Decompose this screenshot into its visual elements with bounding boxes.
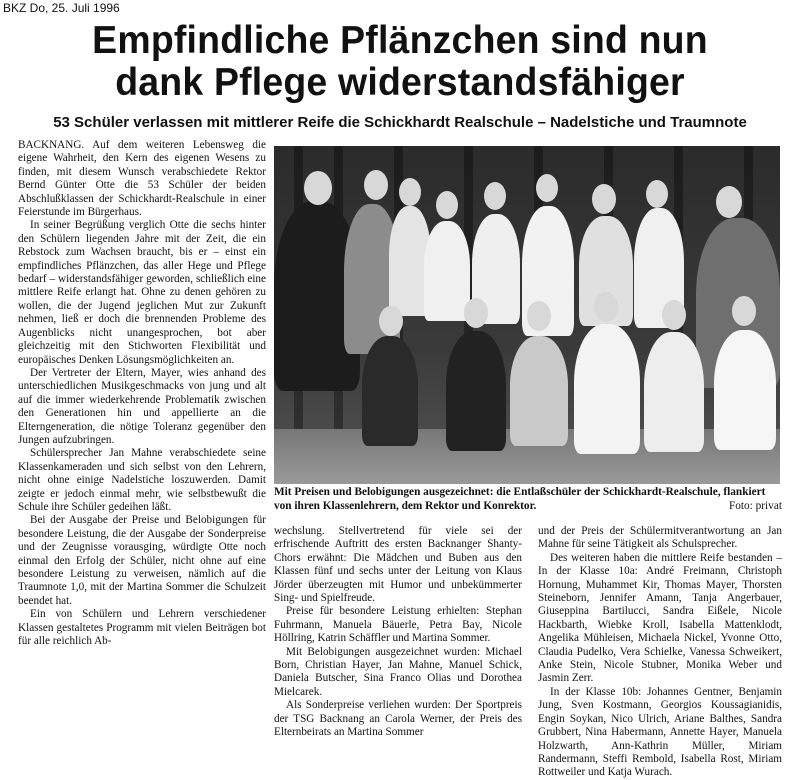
- person-head: [594, 292, 618, 322]
- headline: [16, 20, 784, 104]
- person-head: [436, 191, 458, 219]
- person-head: [379, 306, 403, 336]
- article-column-1: [18, 139, 266, 648]
- student-figure: [574, 324, 640, 454]
- person-head: [732, 296, 756, 326]
- column1-paragraph: Schülersprecher Jan Mahne verabschiedete seine Klassenkameraden und sich selbst von den Lehrern, nicht ohne einige Nadelstiche loszuwerden. Damit zeigte er jedoch einmal mehr, wie selbstbewußt die Schule ihre Schüler gedeihen läßt.: [18, 447, 266, 513]
- article-column-2: [274, 525, 522, 740]
- person-head: [536, 174, 558, 202]
- column1-paragraph: Der Vertreter der Eltern, Mayer, wies anhand des unterschiedlichen Musikgeschmacks von jung und alt auf die immer wiederkehrende Problematik zwischen den Generationen hin und appellierte an die Elterngeneration, die nötige Toleranz gegenüber den Jungen aufzubringen.: [18, 366, 266, 446]
- student-figure: [424, 221, 470, 321]
- column3-paragraph: In der Klasse 10b: Johannes Gentner, Benjamin Jung, Sven Kostmann, Georgios Koussagianidis, Engin Soykan, Nico Ulrich, Ariane Balthes, Sandra Grubbert, Nina Habermann, Annette Hayer, Manuela Holzwarth, Ann-Kathrin Müller, Miriam Randermann, Steffi Rembold, Isabella Rost, Miriam Rottweiler und Katja Wurach.: [538, 685, 782, 779]
- person-head: [484, 182, 506, 210]
- headline-line-1: Empfindliche Pflänzchen sind nun: [92, 19, 708, 62]
- person-head: [646, 180, 668, 208]
- column1-paragraph: In seiner Begrüßung verglich Otte die sechs hinter den Schülern liegenden Jahre mit der Zeit, die ein Rebstock zum Wachsen braucht, bis er – einst ein empfindliches Pflänzchen, das aller Hege und Pflege bedarf – widerstandsfähiger geworden, schließlich eine mittlere Reife erlangt hat. Ohne zu denen gehören zu wollen, die der Jugend jeglichen Mut zur Zukunft nehmen, ließ er doch die brennenden Probleme des Augenblicks nicht unangesprochen, bot aber gleichzeitig mit den Stichworten Flexibilität und europäisches Denken Lösungsmöglichkeiten an.: [18, 219, 266, 366]
- person-head: [364, 170, 388, 200]
- person-head: [662, 300, 686, 330]
- person-head: [527, 301, 551, 331]
- column1-paragraph: Bei der Ausgabe der Preise und Belobigungen für besondere Leistung, die der Ausgabe der Sonderpreise und der Zeugnisse vorausging, würdigte Otte noch einmal den Erfolg der Schüler, nicht ohne auf eine besondere Leistung zu verweisen, nämlich auf die Traumnote 1,0, mit der Martina Sommer die Schulzeit beendet hat.: [18, 514, 266, 607]
- column1-paragraph: BACKNANG. Auf dem weiteren Lebensweg die eigene Wahrheit, den Kern des eigenen Wesens zu finden, mit diesem Wunsch verabschiedete Rektor Bernd Günter Otte die 53 Schüler der beiden Abschlußklassen der Schickhardt-Realschule in einer Feierstunde im Bürgerhaus.: [18, 139, 266, 219]
- person-head: [464, 298, 488, 328]
- student-figure: [714, 330, 776, 450]
- student-figure: [510, 336, 568, 446]
- person-head: [399, 178, 421, 206]
- student-figure: [362, 336, 418, 446]
- column2-paragraph: Als Sonderpreise verliehen wurden: Der Sportpreis der TSG Backnang an Carola Werner, der Preis des Elternbeirats an Martina Sommer: [274, 699, 522, 739]
- column3-paragraph: Des weiteren haben die mittlere Reife bestanden – In der Klasse 10a: André Freimann, Christoph Hornung, Muhammet Kir, Thomas Mayer, Thorsten Steineborn, Jennifer Amann, Tanja Angerbauer, Giuseppina Bartilucci, Sandra Eißele, Nicole Hackbarth, Wiebke Kroll, Isabella Mattenklodt, Angelika Mühleisen, Michaela Nickel, Yvonne Otto, Claudia Pudelko, Vera Schielke, Vanessa Schweikert, Anke Stein, Nicole Stubner, Monika Weber und Jasmin Zerr.: [538, 551, 782, 685]
- source-line: BKZ Do, 25. Juli 1996: [3, 1, 120, 15]
- student-figure: [446, 331, 506, 451]
- person-head: [304, 171, 332, 205]
- column1-paragraph: Ein von Schülern und Lehrern verschiedener Klassen gestaltetes Programm mit vielen Beiträgen bot für alle reichlich Ab-: [18, 608, 266, 648]
- person-head: [716, 186, 742, 218]
- photo-credit: Foto: privat: [728, 500, 782, 512]
- student-figure: [644, 332, 704, 452]
- column2-paragraph: Mit Belobigungen ausgezeichnet wurden: Michael Born, Christian Hayer, Jan Mahne, Manuel Schick, Daniela Butscher, Sina Franco Olias und Dorothea Mielcarek.: [274, 645, 522, 698]
- column2-paragraph: Preise für besondere Leistung erhielten: Stephan Fuhrmann, Manuela Bäuerle, Petra Bay, Nicole Höllring, Katrin Schäffler und Martina Sommer.: [274, 605, 522, 645]
- subheadline: 53 Schüler verlassen mit mittlerer Reife die Schickhardt Realschule – Nadelstiche und Traumnote: [53, 114, 747, 131]
- column3-paragraph: und der Preis der Schülermitverantwortung an Jan Mahne für seine Tätigkeit als Schulsprecher.: [538, 525, 782, 551]
- photo-caption: Mit Preisen und Belobigungen ausgezeichnet: die Entlaßschüler der Schickhardt-Realschule, flankiert von ihren Klassenlehrern, dem Rektor und Konrektor.: [274, 486, 766, 512]
- column2-paragraph: wechslung. Stellvertretend für viele sei der erfrischende Auftritt des ersten Backnanger Shanty-Chors erwähnt: Die Mädchen und Buben aus den Klassen fünf und sechs unter der Leitung von Klaus Jörder überzeugten mit Humor und unbekümmerter Sing- und Spielfreude.: [274, 525, 522, 605]
- headline-line-2: dank Pflege widerstandsfähiger: [115, 61, 685, 104]
- person-head: [592, 184, 616, 214]
- class-photo: [274, 146, 780, 484]
